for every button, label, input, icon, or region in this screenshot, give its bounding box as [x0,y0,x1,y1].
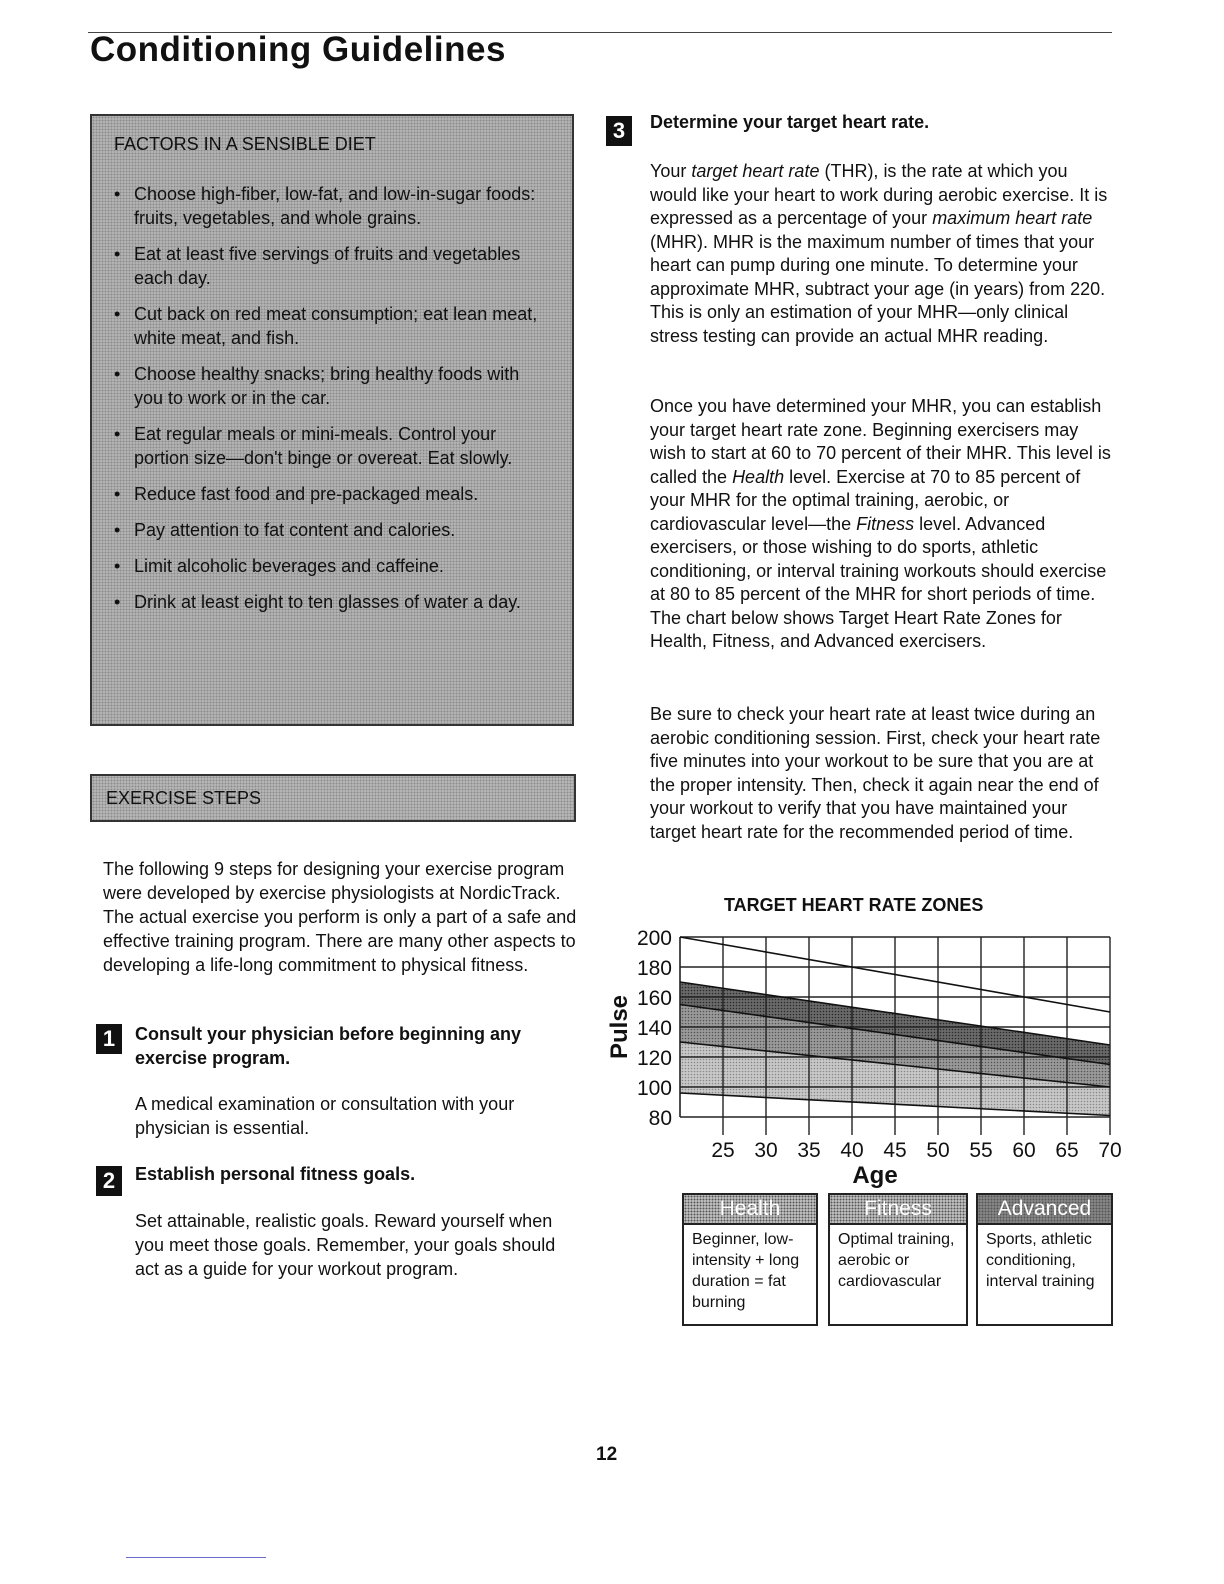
x-tick-label: 50 [926,1139,950,1162]
chart-title: TARGET HEART RATE ZONES [724,895,984,915]
bullet-icon: • [114,520,121,540]
x-tick-label: 45 [883,1139,907,1162]
thr-paragraph-3: Be sure to check your heart rate at least twice during an aerobic conditioning session. First, check your heart rate five minutes into your workout to be sure that you are at the proper intensity. Then, check it again near the end of your workout to verify that you have maintained your target heart rate for the recommended period of time. [650,704,1101,842]
thr-paragraph-2: Once you have determined your MHR, you can establish your target heart rate zone. Beginning exercisers may wish to start at 60 to 70 percent of their MHR. This level is called the Health level. Exercise at 70 to 85 percent of your MHR for the optimal training, aerobic, or cardiovascular level—the Fitness level. Advanced exercisers, or those wishing to do sports, athletic conditioning, or interval training workouts should exercise at 80 to 85 percent of the MHR for short periods of time. The chart below shows Target Heart Rate Zones for Health, Fitness, and Advanced exercisers. [650,396,1111,651]
thr-paragraph-1: Your target heart rate (THR), is the rate at which you would like your heart to work during aerobic exercise. It is expressed as a percentage of your maximum heart rate (MHR). MHR is the maximum number of times that your heart can pump during one minute. To determine your approximate MHR, subtract your age (in years) from 220. This is only an estimation of your MHR—only clinical stress testing can provide an actual MHR reading. [650,161,1108,346]
step-title: Establish personal fitness goals. [135,1164,416,1184]
diet-list [112,182,552,626]
diet-heading: FACTORS IN A SENSIBLE DIET [114,134,376,154]
legend-fitness-text: Optimal training, aerobic or cardiovascular [838,1231,955,1290]
step-title: Consult your physician before beginning any exercise program. [135,1024,522,1068]
bullet-icon: • [114,556,121,576]
x-tick-label: 25 [711,1139,735,1162]
bullet-icon: • [114,244,121,264]
bullet-icon: • [114,304,121,324]
step-number-badge: 3 [606,116,632,146]
diet-factors-box [90,114,574,726]
list-item: • Pay attention to fat content and calories. [114,520,456,540]
legend-fitness [828,1193,968,1326]
y-tick-label: 100 [636,1077,672,1100]
heart-rate-chart [600,920,1130,1190]
legend-health-text: Beginner, low-intensity + long duration = fat burning [692,1231,800,1311]
x-tick-label: 60 [1012,1139,1036,1162]
bullet-icon: • [114,364,121,384]
y-axis-label: Pulse [606,994,633,1060]
legend-health [682,1193,818,1326]
y-tick-label: 140 [636,1017,672,1040]
legend-advanced-text: Sports, athletic conditioning, interval training [986,1231,1095,1290]
list-item: • Eat regular meals or mini-meals. Control your portion size—don't binge or overeat. Eat slowly. [114,424,513,468]
list-item: • Cut back on red meat consumption; eat lean meat, white meat, and fish. [114,304,538,348]
y-tick-label: 120 [636,1047,672,1070]
bullet-icon: • [114,184,121,204]
x-tick-label: 35 [797,1139,821,1162]
step-number-badge: 2 [96,1166,122,1196]
x-axis-label: Age [852,1162,898,1189]
list-item: • Reduce fast food and pre-packaged meals. [114,484,479,504]
step-body: A medical examination or consultation with your physician is essential. [135,1094,515,1138]
exercise-steps-box [90,774,576,822]
footer-line [126,1557,266,1558]
page-number: 12 [596,1444,618,1465]
bullet-icon: • [114,424,121,444]
legend-advanced-label: Advanced [978,1195,1111,1225]
exercise-intro: The following 9 steps for designing your exercise program were developed by exercise physiologists at NordicTrack. The actual exercise you perform is only a part of a safe and effective training program. There are many other aspects to developing a life-long commitment to physical fitness. [103,859,577,975]
legend-fitness-label: Fitness [830,1195,966,1225]
list-item: • Choose high-fiber, low-fat, and low-in-sugar foods: fruits, vegetables, and whole grains. [114,184,536,228]
x-tick-label: 30 [754,1139,778,1162]
y-tick-label: 200 [636,927,672,950]
list-item: • Eat at least five servings of fruits and vegetables each day. [114,244,521,288]
step-number-badge: 1 [96,1024,122,1054]
x-tick-label: 70 [1098,1139,1122,1162]
list-item: • Choose healthy snacks; bring healthy foods with you to work or in the car. [114,364,520,408]
page-title: Conditioning Guidelines [90,30,506,69]
bullet-icon: • [114,484,121,504]
step-body: Set attainable, realistic goals. Reward yourself when you meet those goals. Remember, your goals should act as a guide for your workout program. [135,1211,556,1279]
x-tick-label: 65 [1055,1139,1079,1162]
x-tick-label: 55 [969,1139,993,1162]
list-item: • Drink at least eight to ten glasses of water a day. [114,592,521,612]
legend-advanced [976,1193,1113,1326]
legend-health-label: Health [684,1195,816,1225]
y-tick-label: 160 [636,987,672,1010]
bullet-icon: • [114,592,121,612]
step-title: Determine your target heart rate. [650,112,930,132]
y-tick-label: 180 [636,957,672,980]
y-tick-label: 80 [648,1107,672,1130]
x-tick-label: 40 [840,1139,864,1162]
list-item: • Limit alcoholic beverages and caffeine. [114,556,444,576]
exercise-steps-heading: EXERCISE STEPS [106,788,262,808]
